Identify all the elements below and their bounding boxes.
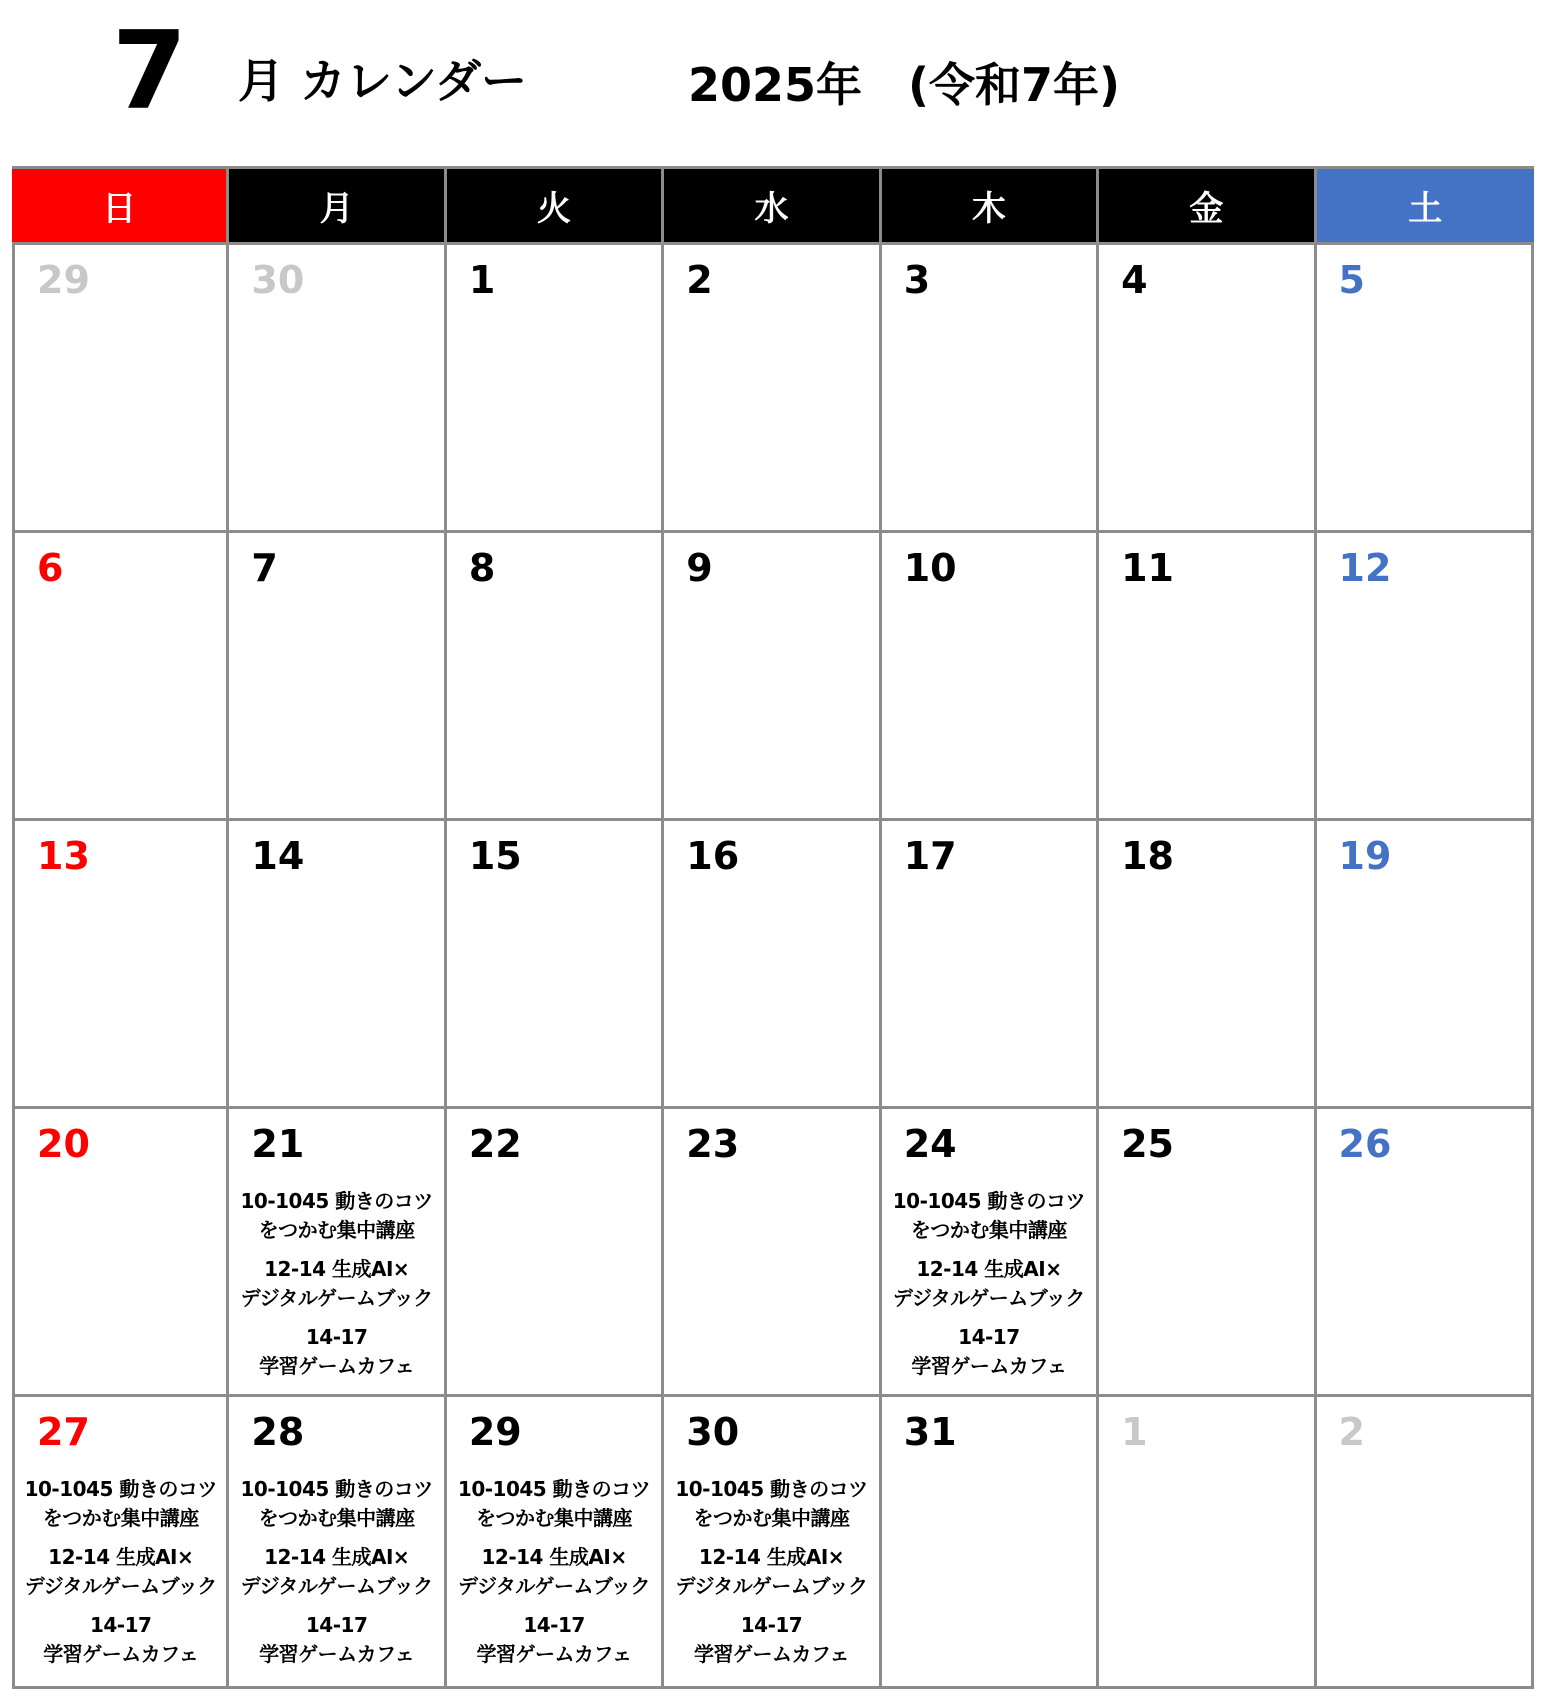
day-number: 1 (468, 258, 496, 302)
day-cell[interactable] (1317, 242, 1534, 530)
weekday-header-4: 木 (882, 166, 1099, 242)
event-entry[interactable] (664, 1611, 878, 1669)
day-number: 4 (1121, 258, 1148, 302)
day-cell[interactable] (447, 242, 664, 530)
day-cell[interactable] (229, 1106, 446, 1394)
weekday-header-row (12, 166, 1534, 242)
event-line: 学習ゲームカフェ (259, 1642, 415, 1666)
day-cell[interactable] (882, 530, 1099, 818)
day-cell[interactable] (664, 530, 881, 818)
day-cell[interactable] (15, 530, 229, 818)
day-events (882, 1187, 1096, 1391)
event-line: をつかむ集中講座 (42, 1506, 199, 1530)
day-number: 24 (903, 1122, 957, 1166)
day-events (664, 1475, 878, 1679)
day-cell[interactable] (229, 1394, 446, 1686)
grid-bottom-line (12, 1686, 1534, 1689)
day-number: 20 (37, 1122, 90, 1166)
day-number: 30 (251, 258, 305, 302)
day-number: 7 (251, 546, 278, 590)
event-line: 12-14 生成AI× (48, 1545, 194, 1569)
day-cell[interactable] (15, 1106, 229, 1394)
day-number: 28 (251, 1410, 305, 1454)
day-number: 21 (251, 1122, 305, 1166)
week-row (15, 530, 1534, 818)
event-line: をつかむ集中講座 (910, 1218, 1067, 1242)
event-line: 学習ゲームカフェ (911, 1354, 1067, 1378)
day-cell[interactable] (1099, 1106, 1316, 1394)
event-line: 12-14 生成AI× (264, 1257, 410, 1281)
event-entry[interactable] (664, 1543, 878, 1601)
day-cell[interactable] (229, 818, 446, 1106)
day-cell[interactable] (882, 242, 1099, 530)
event-entry[interactable] (447, 1543, 661, 1601)
event-entry[interactable] (15, 1611, 226, 1669)
event-entry[interactable] (15, 1475, 226, 1533)
day-number: 9 (686, 546, 713, 590)
event-line: デジタルゲームブック (240, 1574, 433, 1598)
event-line: をつかむ集中講座 (476, 1506, 633, 1530)
event-line: 10-1045 動きのコツ (24, 1477, 217, 1501)
weekday-header-3: 水 (664, 166, 881, 242)
year-label: 2025年 (令和7年) (688, 58, 1121, 112)
event-entry[interactable] (447, 1475, 661, 1533)
event-line: 10-1045 動きのコツ (240, 1477, 433, 1501)
day-number: 18 (1121, 834, 1174, 878)
day-number: 29 (37, 258, 90, 302)
event-line: 10-1045 動きのコツ (457, 1477, 651, 1501)
day-number: 25 (1121, 1122, 1174, 1166)
event-line: 12-14 生成AI× (916, 1257, 1062, 1281)
day-cell[interactable] (1099, 242, 1316, 530)
event-line: 14-17 (305, 1613, 368, 1637)
event-line: 学習ゲームカフェ (43, 1642, 199, 1666)
event-entry[interactable] (229, 1475, 443, 1533)
week-row (15, 1106, 1534, 1394)
day-cell[interactable] (664, 242, 881, 530)
day-number: 15 (468, 834, 522, 878)
day-number: 12 (1338, 546, 1392, 590)
weekday-header-6: 土 (1317, 166, 1534, 242)
day-number: 13 (37, 834, 90, 878)
day-number: 10 (903, 546, 957, 590)
event-line: をつかむ集中講座 (258, 1506, 415, 1530)
day-cell[interactable] (1317, 1106, 1534, 1394)
day-cell[interactable] (664, 818, 881, 1106)
event-entry[interactable] (229, 1255, 443, 1313)
event-line: 12-14 生成AI× (481, 1545, 627, 1569)
day-cell[interactable] (664, 1394, 881, 1686)
day-number: 16 (686, 834, 740, 878)
day-cell[interactable] (15, 818, 229, 1106)
event-line: 10-1045 動きのコツ (675, 1477, 868, 1501)
event-entry[interactable] (229, 1187, 443, 1245)
week-row (15, 818, 1534, 1106)
event-line: 14-17 (740, 1613, 803, 1637)
calendar-title (0, 0, 1550, 166)
day-cell[interactable] (447, 1394, 664, 1686)
event-entry[interactable] (15, 1543, 226, 1601)
event-line: デジタルゲームブック (240, 1286, 433, 1310)
month-number: 7 (112, 9, 188, 134)
day-cell[interactable] (1317, 818, 1534, 1106)
day-number: 27 (37, 1410, 90, 1454)
day-cell[interactable] (664, 1106, 881, 1394)
day-number: 6 (37, 546, 64, 590)
day-number: 11 (1121, 546, 1174, 590)
day-cell[interactable] (1099, 818, 1316, 1106)
event-entry[interactable] (447, 1611, 661, 1669)
weekday-header-5: 金 (1099, 166, 1316, 242)
weekday-header-1: 月 (229, 166, 446, 242)
event-line: 10-1045 動きのコツ (240, 1189, 433, 1213)
event-line: 学習ゲームカフェ (693, 1642, 849, 1666)
week-row (15, 242, 1534, 530)
day-number: 14 (251, 834, 305, 878)
event-entry[interactable] (882, 1255, 1096, 1313)
day-cell[interactable] (1317, 1394, 1534, 1686)
day-cell[interactable] (15, 242, 229, 530)
event-line: 学習ゲームカフェ (476, 1642, 632, 1666)
day-number: 17 (903, 834, 957, 878)
event-line: 14-17 (523, 1613, 585, 1637)
day-cell[interactable] (882, 1106, 1099, 1394)
event-line: デジタルゲームブック (675, 1574, 868, 1598)
day-number: 1 (1121, 1410, 1148, 1454)
day-cell[interactable] (882, 818, 1099, 1106)
event-entry[interactable] (229, 1323, 443, 1381)
event-entry[interactable] (664, 1475, 878, 1533)
day-cell[interactable] (1099, 1394, 1316, 1686)
calendar-grid (12, 166, 1534, 1686)
event-line: 14-17 (89, 1613, 152, 1637)
day-cell[interactable] (447, 530, 664, 818)
day-number: 8 (468, 546, 496, 590)
event-entry[interactable] (882, 1187, 1096, 1245)
day-number: 30 (686, 1410, 740, 1454)
day-number: 2 (686, 258, 713, 302)
day-events (15, 1475, 226, 1679)
day-number: 29 (468, 1410, 522, 1454)
event-line: デジタルゲームブック (458, 1574, 651, 1598)
day-number: 31 (903, 1410, 957, 1454)
month-label: 月 カレンダー (238, 54, 528, 108)
day-cell[interactable] (447, 1106, 664, 1394)
day-number: 5 (1338, 258, 1365, 302)
day-cell[interactable] (1099, 530, 1316, 818)
day-events (229, 1187, 443, 1391)
event-line: をつかむ集中講座 (258, 1218, 415, 1242)
event-line: 12-14 生成AI× (264, 1545, 410, 1569)
event-line: 10-1045 動きのコツ (892, 1189, 1086, 1213)
day-events (229, 1475, 443, 1679)
weekday-header-0: 日 (12, 166, 229, 242)
day-number: 2 (1338, 1410, 1365, 1454)
day-cell[interactable] (229, 530, 446, 818)
day-number: 22 (468, 1122, 522, 1166)
day-number: 26 (1338, 1122, 1392, 1166)
week-row (15, 1394, 1534, 1686)
day-events (447, 1475, 661, 1679)
calendar-weeks (12, 242, 1534, 1686)
day-cell[interactable] (15, 1394, 229, 1686)
event-line: 14-17 (305, 1325, 368, 1349)
day-number: 23 (686, 1122, 740, 1166)
event-line: をつかむ集中講座 (693, 1506, 850, 1530)
event-line: 14-17 (958, 1325, 1020, 1349)
event-line: デジタルゲームブック (892, 1286, 1085, 1310)
weekday-header-2: 火 (447, 166, 664, 242)
event-line: 12-14 生成AI× (698, 1545, 845, 1569)
event-line: デジタルゲームブック (24, 1574, 217, 1598)
day-cell[interactable] (1317, 530, 1534, 818)
event-entry[interactable] (882, 1323, 1096, 1381)
day-number: 19 (1338, 834, 1392, 878)
event-entry[interactable] (229, 1543, 443, 1601)
day-cell[interactable] (229, 242, 446, 530)
event-entry[interactable] (229, 1611, 443, 1669)
day-cell[interactable] (447, 818, 664, 1106)
day-number: 3 (903, 258, 931, 302)
day-cell[interactable] (882, 1394, 1099, 1686)
event-line: 学習ゲームカフェ (259, 1354, 415, 1378)
